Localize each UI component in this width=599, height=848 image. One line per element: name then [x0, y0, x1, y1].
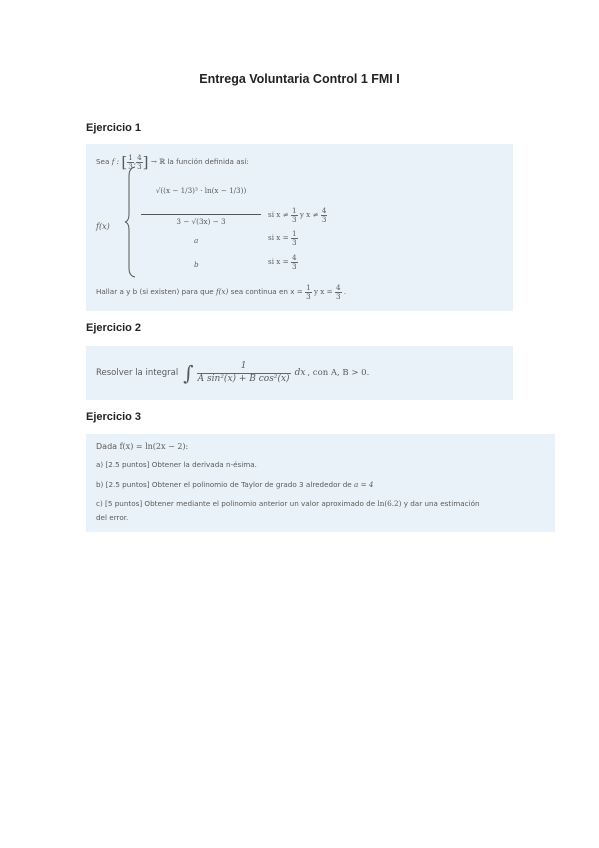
exercise-1-box — [86, 144, 513, 311]
exercise-1-heading: Ejercicio 1 — [86, 122, 142, 134]
ex1-arrow-reals: → ℝ — [150, 157, 166, 166]
ex1-case2-value: a — [194, 236, 199, 245]
ex3-dada-line: Dada f(x) = ln(2x − 2): — [96, 442, 189, 451]
ex1-case1-fraction-bar — [141, 214, 261, 215]
ex2-integrand: $\frac{1}{\text{A sin²(x) + B cos²(x)}}$ — [197, 361, 290, 384]
ex1-interval-hi: $\frac{4}{3}$ — [137, 152, 142, 171]
ex3-part-c-line2: del error. — [96, 513, 129, 522]
ex3-part-a: a) [2.5 puntos] Obtener la derivada n-ésima. — [96, 460, 257, 469]
ex1-case1-condition: si x ≠ $\frac{1}{3}$ y x ≠ $\frac{4}{3}$ — [268, 206, 327, 224]
ex1-case2-condition: si x = $\frac{1}{3}$ — [268, 229, 297, 247]
ex1-case1-denominator: 3 − √(3x) − 3 — [176, 217, 226, 226]
ex3-part-b: b) [2.5 puntos] Obtener el polinomio de Taylor de grado 3 alrededor de a = 4 — [96, 480, 374, 489]
ex3-part-c: c) [5 puntos] Obtener mediante el polinomio anterior un valor aproximado de ln(6.2) y dar una estimación — [96, 499, 480, 508]
exercise-3-heading: Ejercicio 3 — [86, 411, 142, 423]
page-title: Entrega Voluntaria Control 1 FMI I — [199, 72, 400, 86]
exercise-3-box — [86, 434, 555, 532]
ex1-fx-label: f(x) — [96, 222, 110, 231]
ex1-case3-condition: si x = $\frac{4}{3}$ — [268, 253, 297, 271]
exercise-2-box — [86, 346, 513, 400]
ex1-case3-value: b — [194, 260, 199, 269]
exercise-2-heading: Ejercicio 2 — [86, 322, 142, 334]
ex1-piecewise-brace — [124, 166, 138, 278]
ex1-interval-lo: $\frac{1}{3}$ — [128, 152, 133, 171]
ex1-f-colon: f : — [111, 157, 120, 166]
ex1-intro: Sea f : [ $\frac{1}{3}$ , $\frac{4}{3}$ ] → ℝ la función definida así: — [96, 152, 249, 171]
ex1-case1-numerator: √((x − 1/3)³ · ln(x − 1/3)) — [155, 186, 247, 195]
ex2-statement: Resolver la integral ∫ $\frac{1}{\text{A sin²(x) + B cos²(x)}}$ dx , con A, B > 0. — [96, 361, 370, 385]
ex1-question: Hallar a y b (si existen) para que f(x) sea continua en x = $\frac{1}{3}$ y x = $\frac{4}{3}$ . — [96, 283, 347, 301]
integral-sign: ∫ — [183, 361, 194, 385]
